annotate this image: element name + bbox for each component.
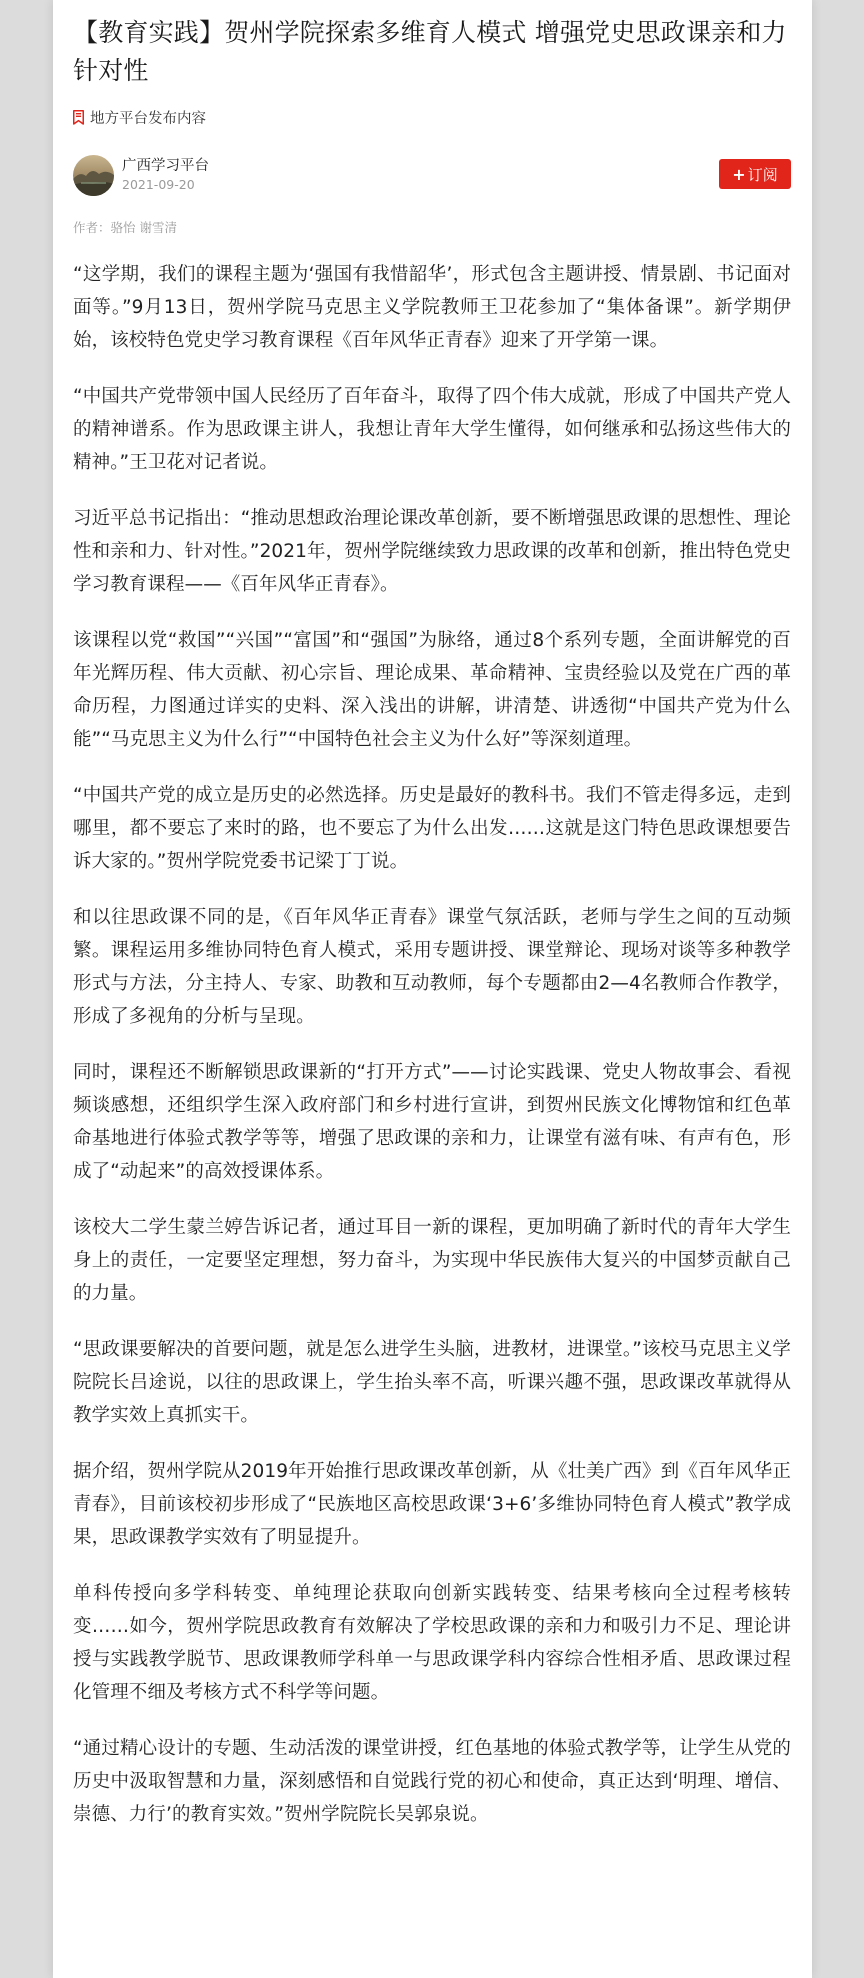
source-tag-label: 地方平台发布内容 bbox=[90, 110, 206, 127]
channel-name[interactable]: 广西学习平台 bbox=[122, 157, 209, 174]
byline: 作者：骆怡 谢雪清 bbox=[73, 220, 177, 235]
subscribe-button[interactable] bbox=[719, 159, 791, 189]
paragraph: “中国共产党的成立是历史的必然选择。历史是最好的教科书。我们不管走得多远，走到哪里，都不要忘了来时的路，也不要忘了为什么出发……这就是这门特色思政课想要告诉大家的。”贺州学院党委书记梁丁丁说。 bbox=[73, 785, 791, 872]
publish-date: 2021-09-20 bbox=[122, 176, 195, 192]
paragraph: 据介绍，贺州学院从2019年开始推行思政课改革创新，从《壮美广西》到《百年风华正青春》，目前该校初步形成了“民族地区高校思政课‘3+6’多维协同特色育人模式”教学成果，思政课教学实效有了明显提升。 bbox=[73, 1461, 791, 1548]
article-page bbox=[53, 0, 812, 1978]
channel-avatar[interactable] bbox=[73, 155, 114, 196]
paragraph: “这学期，我们的课程主题为‘强国有我惜韶华’，形式包含主题讲授、情景剧、书记面对面等。”9月13日，贺州学院马克思主义学院教师王卫花参加了“集体备课”。新学期伊始，该校特色党史学习教育课程《百年风华正青春》迎来了开学第一课。 bbox=[73, 264, 791, 351]
paragraph: 习近平总书记指出：“推动思想政治理论课改革创新，要不断增强思政课的思想性、理论性和亲和力、针对性。”2021年，贺州学院继续致力思政课的改革和创新，推出特色党史学习教育课程——《百年风华正青春》。 bbox=[73, 508, 791, 595]
paragraph: 同时，课程还不断解锁思政课新的“打开方式”——讨论实践课、党史人物故事会、看视频谈感想，还组织学生深入政府部门和乡村进行宣讲，到贺州民族文化博物馆和红色革命基地进行体验式教学等等，增强了思政课的亲和力，让课堂有滋有味、有声有色，形成了“动起来”的高效授课体系。 bbox=[73, 1062, 791, 1182]
paragraph: 和以往思政课不同的是，《百年风华正青春》课堂气氛活跃，老师与学生之间的互动频繁。课程运用多维协同特色育人模式，采用专题讲授、课堂辩论、现场对谈等多种教学形式与方法，分主持人、专家、助教和互动教师，每个专题都由2—4名教师合作教学，形成了多视角的分析与呈现。 bbox=[73, 907, 791, 1027]
channel-header bbox=[73, 154, 791, 196]
paragraph: 该校大二学生蒙兰婷告诉记者，通过耳目一新的课程，更加明确了新时代的青年大学生身上的责任，一定要坚定理想，努力奋斗，为实现中华民族伟大复兴的中国梦贡献自己的力量。 bbox=[73, 1217, 791, 1304]
paragraph: “中国共产党带领中国人民经历了百年奋斗，取得了四个伟大成就，形成了中国共产党人的精神谱系。作为思政课主讲人，我想让青年大学生懂得，如何继承和弘扬这些伟大的精神。”王卫花对记者说。 bbox=[73, 386, 791, 473]
plus-icon: + bbox=[732, 164, 746, 184]
article-body bbox=[73, 258, 791, 1831]
subscribe-label: 订阅 bbox=[747, 165, 778, 184]
paragraph: “通过精心设计的专题、生动活泼的课堂讲授，红色基地的体验式教学等，让学生从党的历史中汲取智慧和力量，深刻感悟和自觉践行党的初心和使命，真正达到‘明理、增信、崇德、力行’的教育实效。”贺州学院院长吴郭泉说。 bbox=[73, 1738, 791, 1825]
channel-info bbox=[122, 157, 209, 194]
paragraph: 该课程以党“救国”“兴国”“富国”和“强国”为脉络，通过8个系列专题，全面讲解党的百年光辉历程、伟大贡献、初心宗旨、理论成果、革命精神、宝贵经验以及党在广西的革命历程，力图通过详实的史料、深入浅出的讲解，讲清楚、讲透彻“中国共产党为什么能”“马克思主义为什么行”“中国特色社会主义为什么好”等深刻道理。 bbox=[73, 630, 791, 750]
source-tag bbox=[73, 106, 791, 128]
article-title: 【教育实践】贺州学院探索多维育人模式 增强党史思政课亲和力针对性 bbox=[73, 18, 787, 85]
paragraph: “思政课要解决的首要问题，就是怎么进学生头脑，进教材，进课堂。”该校马克思主义学院院长吕途说，以往的思政课上，学生抬头率不高，听课兴趣不强，思政课改革就得从教学实效上真抓实干。 bbox=[73, 1339, 791, 1426]
bookmark-icon bbox=[73, 110, 84, 125]
paragraph: 单科传授向多学科转变、单纯理论获取向创新实践转变、结果考核向全过程考核转变……如今，贺州学院思政教育有效解决了学校思政课的亲和力和吸引力不足、理论讲授与实践教学脱节、思政课教师学科单一与思政课学科内容综合性相矛盾、思政课过程化管理不细及考核方式不科学等问题。 bbox=[73, 1583, 791, 1703]
